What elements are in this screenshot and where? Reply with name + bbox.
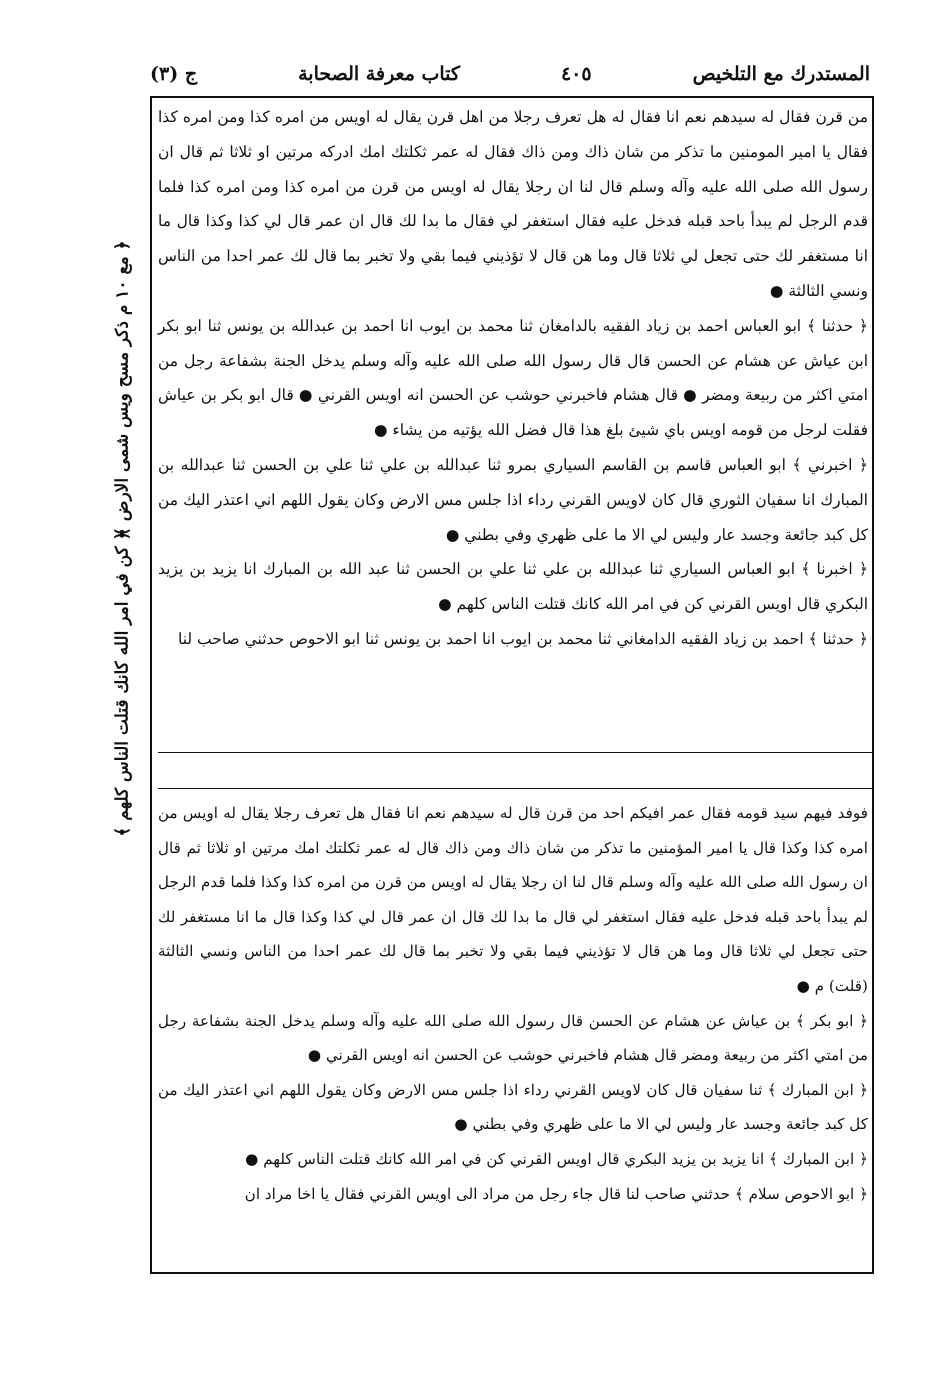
main-paragraph: من قرن فقال له سيدهم نعم انا فقال له هل تعرف رجلا من اهل قرن يقال له اويس من امره كذا ومن امره كذا فقال يا امير المومنين ما تذكر من شان ذاك ومن ذاك فقال له عمر ثكلتك امك ادركه مرتين او ثلاثا ثم قال ان رسول الله صلى الله عليه وآله وسلم قال لنا ان رجلا يقال له اويس من قرن من امره كذا ومن امره كذا فلما قدم الرجل لم يبدأ باحد قبله فدخل عليه فقال استغفر لي فقال ما بدا لك قال ان عمر قال لي كذا وكذا قال ما انا مستغفر لك حتى تجعل لي ثلاثا قال وما هن قال لا تؤذيني فيما بقي ولا تخبر بما قال لك عمر احدا من الناس ونسي الثالثة ●: [158, 108, 868, 300]
summary-paragraph: ﴿ ابو الاحوص سلام ﴾ حدثني صاحب لنا قال جاء رجل من مراد الى اويس القرني فقال يا اخا مراد ان: [244, 1184, 868, 1203]
main-paragraph: ﴿ اخبرني ﴾ ابو العباس قاسم بن القاسم السياري بمرو ثنا عبدالله بن علي ثنا علي بن الحسن ثنا عبدالله بن المبارك انا سفيان الثوري قال كان لاويس القرني رداء اذا جلس مس الارض وكان يقول اللهم اني اعتذر اليك من كل كبد جائعة وجسد عار وليس لي الا ما على ظهري وفي بطني ●: [158, 455, 868, 544]
summary-text: [158, 796, 868, 1271]
header-page-number: ٤٠٥: [560, 63, 592, 85]
running-header: [150, 58, 870, 90]
main-text: [158, 100, 868, 750]
summary-paragraph: ﴿ ابن المبارك ﴾ انا يزيد بن يزيد البكري قال اويس القرني كن في امر الله كانك قتلت الناس كلهم ●: [245, 1149, 868, 1168]
separator-line: [158, 788, 874, 789]
main-paragraph: ﴿ حدثنا ﴾ ابو العباس احمد بن زياد الفقيه بالدامغان ثنا محمد بن ايوب انا احمد بن عبدالله بن يونس ثنا ابو بكر ابن عياش عن هشام عن الحسن قال قال رسول الله صلى الله عليه وآله وسلم يدخل الجنة بشفاعة رجل من امتي اكثر من ربيعة ومضر ● قال هشام فاخبرني حوشب عن الحسن انه اويس القرني ● قال ابو بكر بن عياش فقلت لرجل من قومه اويس باي شيئ بلغ هذا قال فضل الله يؤتيه من يشاء ●: [158, 316, 868, 440]
margin-note-upper: ﴿ مع ١٠ م ذكر مسح ويس شمى الارض ﴾: [112, 240, 133, 537]
summary-paragraph: فوفد فيهم سيد قومه فقال عمر افيكم احد من قرن قال له سيدهم نعم انا فقال هل تعرف رجلا يقال له اويس من امره كذا وكذا قال يا امير المؤمنين ما تذكر من شان ذاك ومن ذاك قال له عمر ثكلتك امك مرتين او ثلاثا ثم قال ان رسول الله صلى الله عليه وآله وسلم قال لنا ان رجلا يقال له اويس من قرن من امره كذا وكذا فلما قدم الرجل لم يبدأ باحد قبله فدخل عليه فقال استغفر لي قال ما بدا لك قال ان عمر قال لي كذا وكذا قال ما انا مستغفر لك حتى تجعل لي ثلاثا قال وما هن قال لا تؤذيني فيما بقي ولا تخبر بما قال لك عمر احدا من الناس ونسي الثالثة (قلت) م ●: [158, 804, 868, 995]
header-book-title: المستدرك مع التلخيص: [692, 63, 870, 85]
header-volume: ج (٣): [150, 63, 198, 85]
summary-paragraph: ﴿ ابو بكر ﴾ بن عياش عن هشام عن الحسن قال رسول الله صلى الله عليه وآله وسلم يدخل الجنة بشفاعة رجل من امتي اكثر من ربيعة ومضر قال هشام فاخبرني حوشب عن الحسن انه اويس القرني ●: [158, 1011, 868, 1065]
separator-line: [158, 752, 874, 753]
main-paragraph: ﴿ حدثنا ﴾ احمد بن زياد الفقيه الدامغاني ثنا محمد بن ايوب انا احمد بن يونس ثنا ابو الاحوص حدثني صاحب لنا: [177, 629, 868, 648]
margin-note-lower: ﴿ كن في امر الله كانك قتلت الناس كلهم ﴾: [112, 530, 133, 837]
header-chapter: كتاب معرفة الصحابة: [298, 63, 460, 85]
summary-paragraph: ﴿ ابن المبارك ﴾ ثنا سفيان قال كان لاويس القرني رداء اذا جلس مس الارض وكان يقول اللهم اني اعتذر اليك من كل كبد جائعة وجسد عار وليس لي الا ما على ظهري وفي بطني ●: [158, 1080, 868, 1134]
main-paragraph: ﴿ اخبرنا ﴾ ابو العباس السياري ثنا عبدالله بن علي ثنا علي بن الحسن ثنا عبد الله بن المبارك انا يزيد بن يزيد البكري قال اويس القرني كن في امر الله كانك قتلت الناس كلهم ●: [158, 560, 868, 614]
